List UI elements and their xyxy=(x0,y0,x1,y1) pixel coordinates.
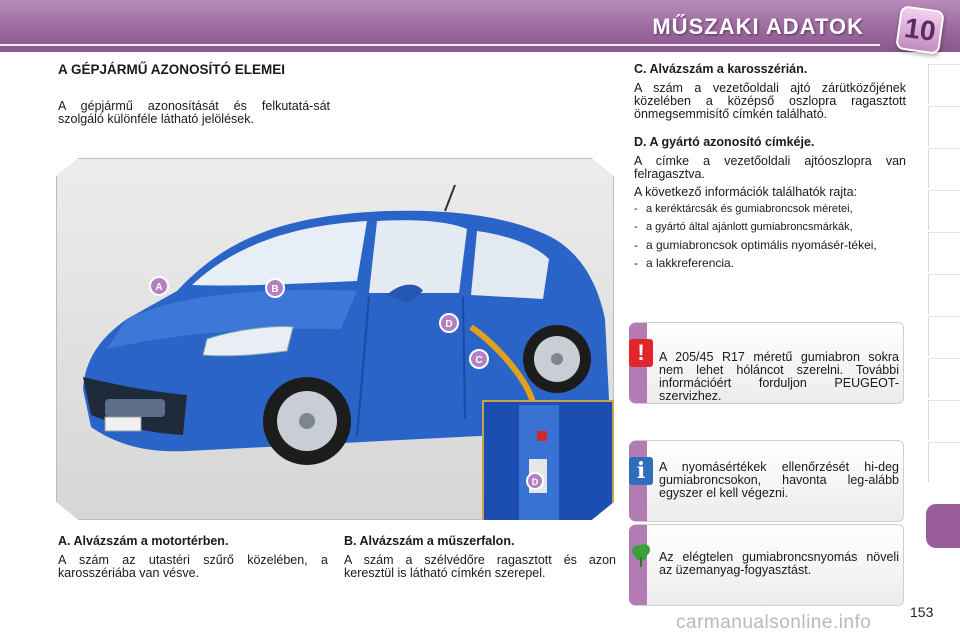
section-c-text: A szám a vezetőoldali ajtó zárütközőjének közelében a középső oszlopra ragasztott önmegsemmisítő címkén található. xyxy=(634,81,906,121)
section-d-text: A következő információk találhatók rajta: xyxy=(634,185,858,199)
section-a-heading: A. Alvázszám a motortérben. xyxy=(58,534,229,548)
chapter-tab[interactable] xyxy=(928,148,960,188)
chapter-tab[interactable] xyxy=(928,316,960,356)
warning-icon: ! xyxy=(629,339,653,367)
chapter-tab[interactable] xyxy=(928,358,960,398)
section-c-heading: C. Alvázszám a karosszérián. xyxy=(634,62,808,76)
car-illustration-svg xyxy=(57,159,615,521)
section-b-heading: B. Alvázszám a műszerfalon. xyxy=(344,534,515,548)
chapter-tab-active[interactable] xyxy=(926,504,960,548)
intro-text: A gépjármű azonosítását és felkutatá-sát szolgáló különféle látható jelölések. xyxy=(58,99,330,126)
header-stripe xyxy=(0,44,880,46)
svg-text:D: D xyxy=(531,477,539,487)
eco-note xyxy=(630,524,904,606)
section-b xyxy=(344,534,616,580)
svg-text:A: A xyxy=(155,282,163,293)
section-a-text: A szám az utastéri szűrő közelében, a karosszériába van vésve. xyxy=(58,553,328,580)
chapter-tab[interactable] xyxy=(928,190,960,230)
list-item: - a gyártó által ajánlott gumiabroncsmárkák, xyxy=(634,221,906,234)
section-b-text: A szám a szélvédőre ragasztott és azon keresztül is látható címkén szerepel. xyxy=(344,553,616,580)
section-heading: A GÉPJÁRMŰ AZONOSÍTÓ ELEMEI xyxy=(58,62,286,77)
info-note-text: A nyomásértékek ellenőrzését hi-deg gumiabroncsokon, havonta leg-alább egyszer el kell végezni. xyxy=(659,460,899,500)
marker-c xyxy=(470,350,488,368)
warning-note xyxy=(630,322,904,404)
chapter-tab[interactable] xyxy=(928,274,960,314)
marker-d-inset xyxy=(527,473,543,489)
section-d-heading: D. A gyártó azonosító címkéje. xyxy=(634,135,815,149)
eco-note-text: Az elégtelen gumiabroncsnyomás növeli az üzemanyag-fogyasztást. xyxy=(659,550,899,577)
chapter-tab[interactable] xyxy=(928,64,960,104)
chapter-tab[interactable] xyxy=(928,400,960,440)
section-d-text: A címke a vezetőoldali ajtóoszlopra van felragasztva. xyxy=(634,154,906,181)
list-item: - a lakkreferencia. xyxy=(634,257,906,270)
marker-b xyxy=(266,279,284,297)
label-info-list xyxy=(634,203,906,270)
eco-leaf-icon xyxy=(629,541,653,569)
svg-text:D: D xyxy=(445,319,453,330)
chapter-tab[interactable] xyxy=(928,232,960,272)
info-icon: i xyxy=(629,457,653,485)
header-band xyxy=(0,0,960,52)
watermark: carmanualsonline.info xyxy=(676,612,872,633)
marker-a xyxy=(150,277,168,295)
marker-d xyxy=(440,314,458,332)
list-item: - a gumiabroncsok optimális nyomásér-tékei, xyxy=(634,239,906,252)
page-title: MŰSZAKI ADATOK xyxy=(652,14,864,39)
right-column xyxy=(634,62,906,275)
warning-note-text: A 205/45 R17 méretű gumiabron sokra nem lehet hóláncot szerelni. További információért forduljon PEUGEOT-szervizhez. xyxy=(659,350,899,403)
chapter-tabs xyxy=(928,64,960,604)
car-illustration xyxy=(56,158,614,520)
svg-text:C: C xyxy=(475,355,483,366)
chapter-badge: 10 xyxy=(895,5,945,55)
svg-text:B: B xyxy=(271,284,279,295)
chapter-tab[interactable] xyxy=(928,106,960,146)
page-number: 153 xyxy=(910,604,934,620)
chapter-tab[interactable] xyxy=(928,442,960,482)
section-a xyxy=(58,534,328,580)
info-note xyxy=(630,440,904,522)
list-item: - a keréktárcsák és gumiabroncsok méretei, xyxy=(634,203,906,216)
